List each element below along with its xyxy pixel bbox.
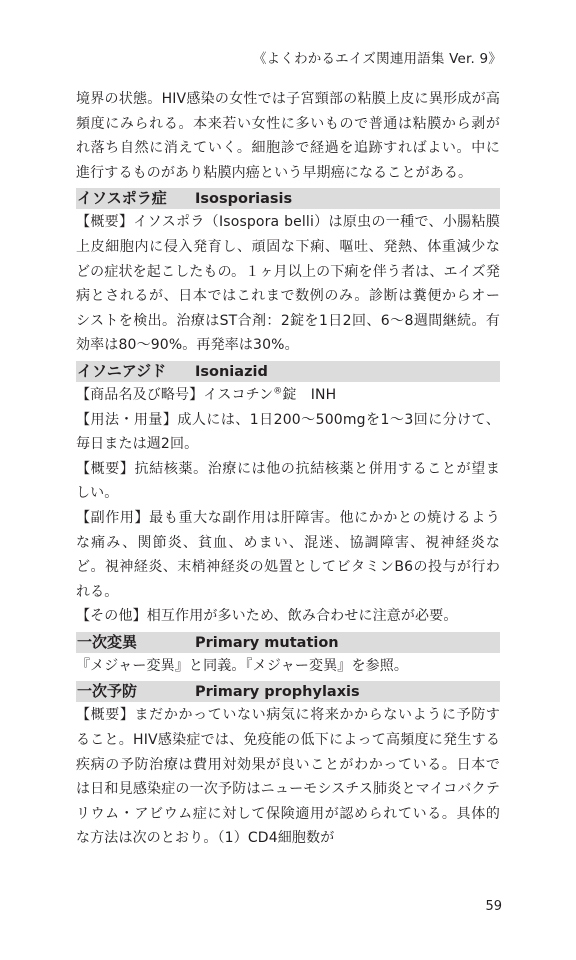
- entry-paragraph-other: 【その他】相互作用が多いため、飲み合わせに注意が必要。: [76, 608, 458, 625]
- term-english: Primary prophylaxis: [195, 684, 360, 701]
- entry-paragraph: 【概要】まだかかっていない病気に将来かからないように予防すること。HIV感染症では、免疫能の低下によって高頻度に発生する疾病の予防治療は費用対効果が良いことがわかっている。日本では日和見感染症の一次予防はニューモシスチス肺炎とマイコバクテリウム・アビウム症に対して保険適用が認められている。具体的な方法は次のとおり。（1）CD4細胞数が: [76, 707, 500, 847]
- entry-heading: [76, 632, 500, 653]
- continuation-paragraph: 境界の状態。HIV感染の女性では子宮頸部の粘膜上皮に異形成が高頻度にみられる。本来若い女性に多いもので普通は粘膜から剥がれ落ち自然に消えていく。細胞診で経過を追跡すればよい。中に進行するものがあり粘膜内癌という早期癌になることがある。: [76, 91, 500, 181]
- entry-paragraph: 【概要】イソスポラ（Isospora belli）は原虫の一種で、小腸粘膜上皮細胞内に侵入発育し、頑固な下痢、嘔吐、発熱、体重減少などの症状を起こしたもの。１ヶ月以上の下痢を伴う者は、エイズ発病とされるが、日本ではこれまで数例のみ。診断は糞便からオーシストを検出。治療はST合剤：2錠を1日2回、6～8週間継続。有効率は80～90%。再発率は30%。: [76, 214, 500, 354]
- entry-paragraph-overview: 【概要】抗結核薬。治療には他の抗結核薬と併用することが望ましい。: [76, 460, 500, 502]
- term-english: Primary mutation: [195, 634, 339, 651]
- term-japanese: 一次変異: [77, 632, 138, 651]
- page-number: 59: [485, 899, 502, 914]
- entry-isoniazid: [76, 361, 500, 629]
- registered-mark: ®: [273, 386, 283, 397]
- entry-primary-prophylaxis: [76, 681, 500, 851]
- entry-heading: [76, 188, 500, 209]
- entry-isosporiasis: [76, 188, 500, 358]
- trade-name-line: [76, 383, 500, 408]
- term-japanese: イソスポラ症: [77, 189, 167, 208]
- entry-paragraph-dosage: 【用法・用量】成人には、1日200～500mgを1～3回に分けて、毎日または週2回。: [76, 411, 500, 453]
- entry-heading: [76, 361, 500, 382]
- running-head: 《よくわかるエイズ関連用語集 Ver. 9》: [252, 51, 502, 67]
- page-content: [76, 87, 500, 851]
- entry-paragraph: 『メジャー変異』と同義。『メジャー変異』を参照。: [76, 657, 409, 674]
- term-english: Isoniazid: [195, 363, 268, 380]
- entry-heading: [76, 681, 500, 702]
- trade-name-suffix: 錠 INH: [282, 386, 337, 403]
- term-japanese: 一次予防: [77, 682, 138, 701]
- term-english: Isosporiasis: [195, 191, 293, 208]
- trade-name-prefix: 【商品名及び略号】イスコチン: [76, 386, 274, 403]
- entry-paragraph-side-effects: 【副作用】最も重大な副作用は肝障害。他にかかとの焼けるような痛み、関節炎、貧血、めまい、混迷、協調障害、視神経炎など。視神経炎、末梢神経炎の処置としてビタミンB6の投与が行われる。: [76, 509, 500, 600]
- entry-primary-mutation: [76, 632, 500, 679]
- term-japanese: イソニアジド: [77, 361, 167, 380]
